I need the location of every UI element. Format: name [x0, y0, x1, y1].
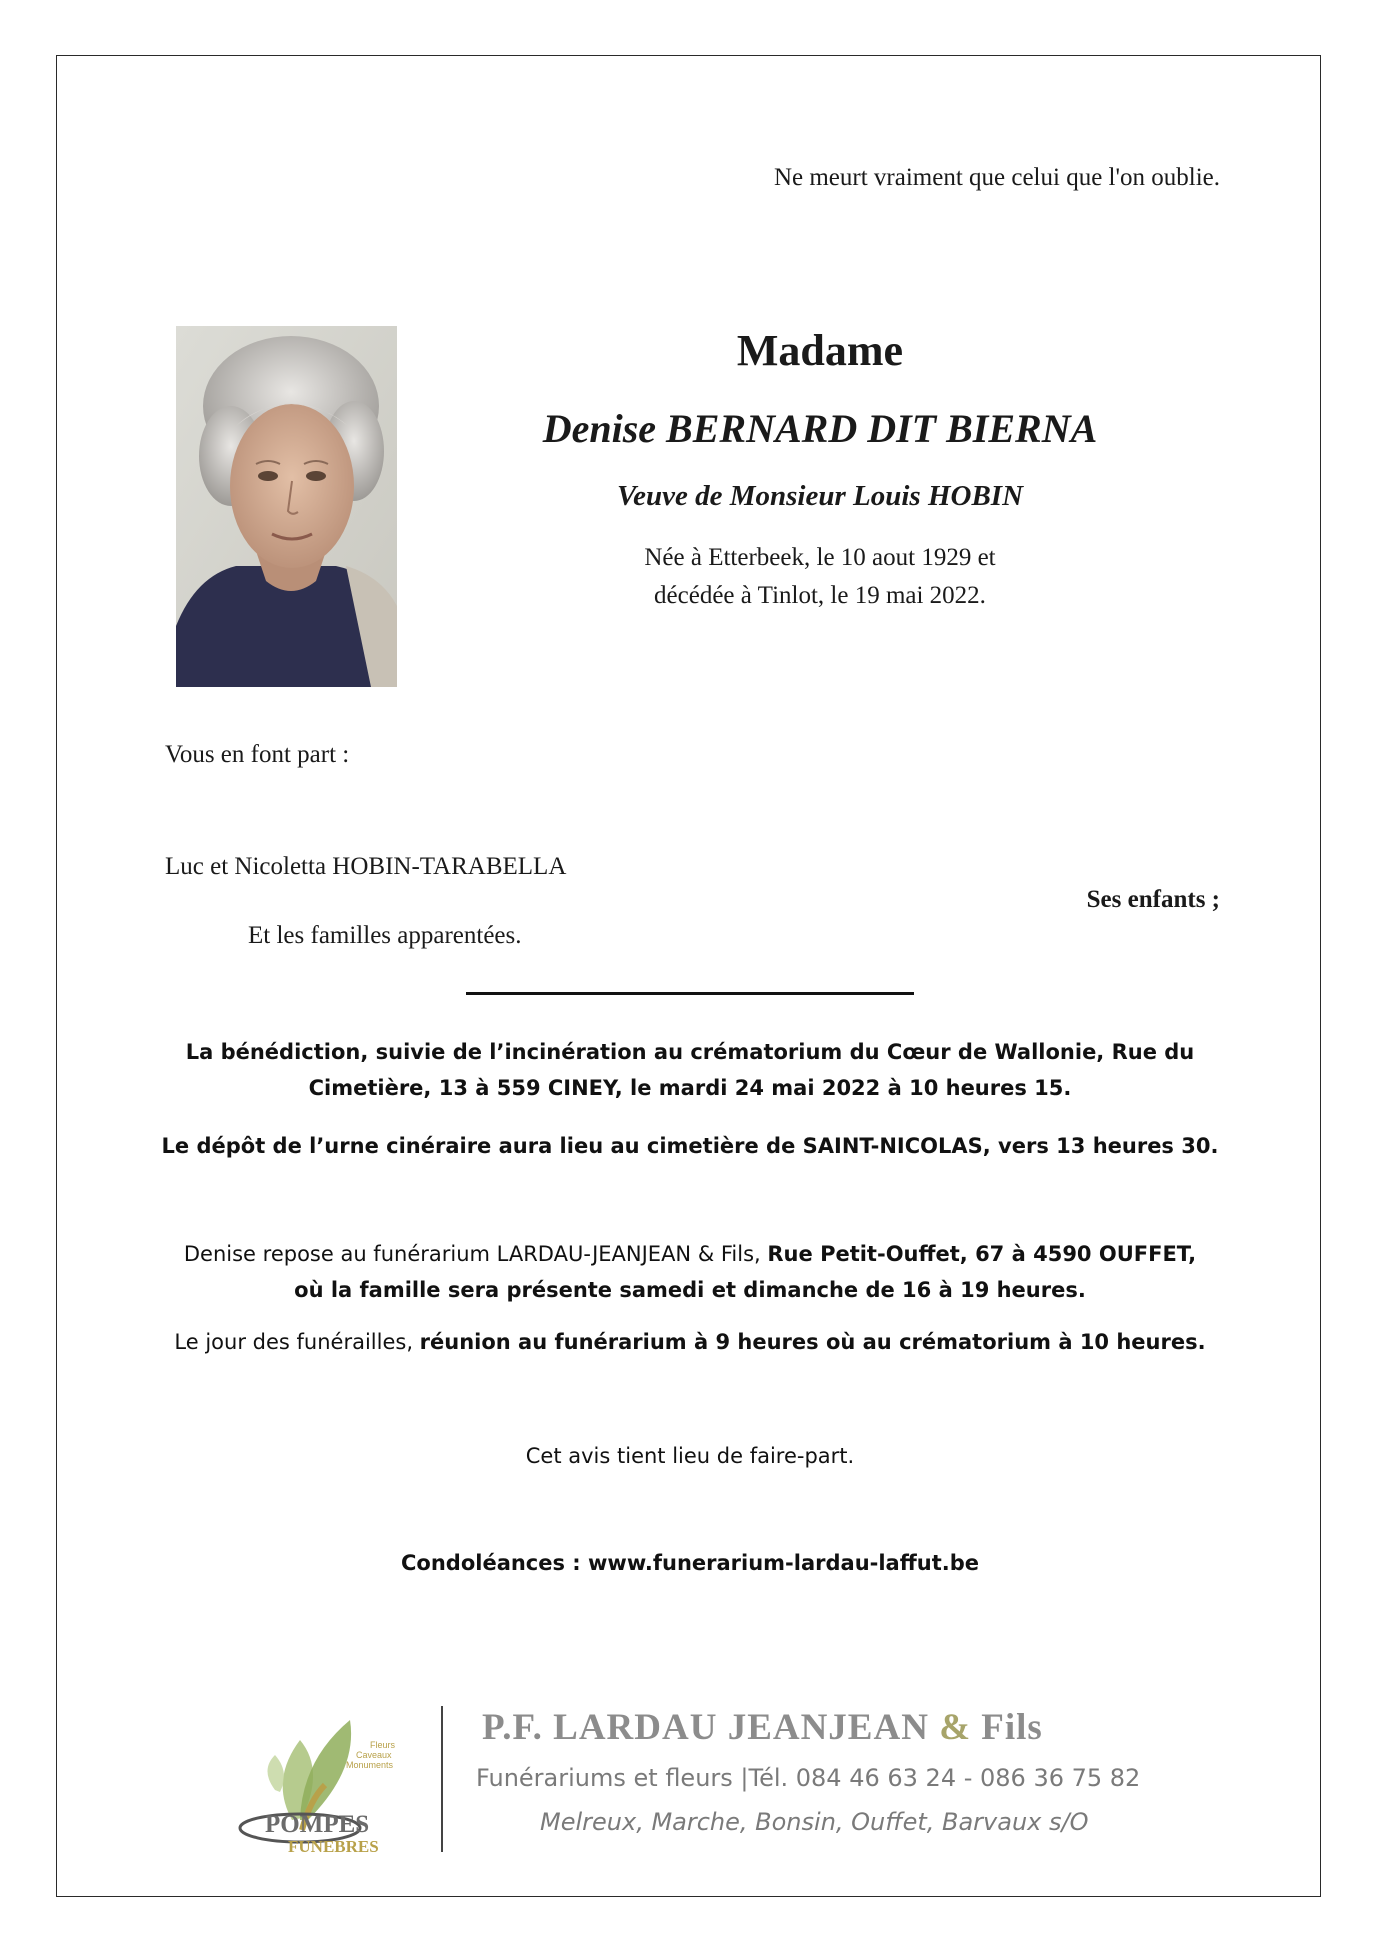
ceremony-paragraph — [130, 1034, 1250, 1106]
rest-paragraph — [130, 1236, 1250, 1308]
epigraph: Ne meurt vraiment que celui que l'on oublie. — [773, 164, 1220, 191]
company-name-main: P.F. LARDAU JEANJEAN — [482, 1707, 940, 1748]
logo-word-2: FUNEBRES — [288, 1837, 379, 1856]
divider — [466, 992, 914, 995]
funeral-paragraph — [130, 1324, 1250, 1360]
child-names: Luc et Nicoletta HOBIN-TARABELLA — [165, 853, 567, 880]
pompes-funebres-logo — [230, 1700, 440, 1860]
ceremony-line-1: La bénédiction, suivie de l’incinération au crématorium du Cœur de Wallonie, Rue du — [185, 1040, 1195, 1064]
honorific: Madame — [736, 326, 904, 375]
logo-small-1: Fleurs — [370, 1740, 396, 1750]
ceremony-line-2: Cimetière, 13 à 559 CINEY, le mardi 24 mai 2022 à 10 heures 15. — [308, 1076, 1072, 1100]
company-locations: Melreux, Marche, Bonsin, Ouffet, Barvaux s/O — [540, 1808, 1089, 1836]
company-services-phone: Funérariums et fleurs |Tél. 084 46 63 24 - 086 36 75 82 — [476, 1764, 1141, 1792]
logo-small-2: Caveaux — [356, 1750, 392, 1760]
rest-line-1 — [130, 1236, 1250, 1272]
rest-prefix: Denise repose au funérarium LARDAU-JEANJEAN & Fils, — [183, 1242, 768, 1266]
notice-text: Cet avis tient lieu de faire-part. — [525, 1444, 855, 1468]
deceased-name: Denise BERNARD DIT BIERNA — [542, 406, 1098, 451]
footer-divider — [441, 1706, 443, 1852]
widow-of: Veuve de Monsieur Louis HOBIN — [616, 480, 1024, 512]
funeral-details: réunion au funérarium à 9 heures où au crématorium à 10 heures. — [419, 1330, 1206, 1354]
urn-paragraph: Le dépôt de l’urne cinéraire aura lieu au cimetière de SAINT-NICOLAS, vers 13 heures 30. — [161, 1134, 1219, 1158]
rest-hours: où la famille sera présente samedi et dimanche de 16 à 19 heures. — [294, 1278, 1086, 1302]
funeral-prefix: Le jour des funérailles, — [174, 1330, 420, 1354]
announce-text: Vous en font part : — [165, 741, 350, 768]
company-name-amp: & — [939, 1707, 972, 1748]
children-label: Ses enfants ; — [1086, 886, 1220, 913]
portrait-photo — [176, 326, 397, 687]
rest-line-2 — [130, 1272, 1250, 1308]
rest-address: Rue Petit-Ouffet, 67 à 4590 OUFFET, — [767, 1242, 1197, 1266]
families-text: Et les familles apparentées. — [248, 922, 522, 949]
logo-small-3: Monuments — [346, 1760, 394, 1770]
death-line: décédée à Tinlot, le 19 mai 2022. — [654, 582, 986, 609]
condolences-link[interactable]: Condoléances : www.funerarium-lardau-laffut.be — [401, 1551, 979, 1575]
company-name — [482, 1706, 1043, 1749]
company-name-tail: Fils — [971, 1707, 1043, 1748]
logo-word-1: POMPES — [265, 1811, 370, 1838]
birth-line: Née à Etterbeek, le 10 aout 1929 et — [644, 544, 996, 571]
